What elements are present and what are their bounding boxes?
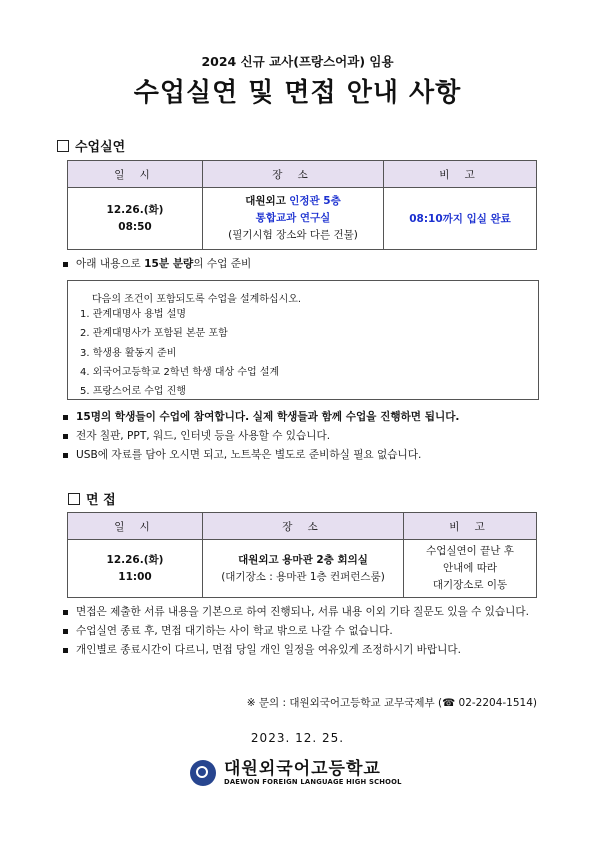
list-item	[62, 255, 552, 274]
interview-note-cell	[404, 540, 537, 598]
section-heading-demo	[57, 136, 125, 155]
list-item: USB에 자료를 담아 오시면 되고, 노트북은 별도로 준비하실 필요 없습니다.	[62, 446, 552, 465]
col-header-place: 장 소	[203, 161, 384, 188]
col-header-place: 장 소	[203, 513, 404, 540]
document-date: 2023. 12. 25.	[250, 731, 345, 745]
prep-text: 아래 내용으로	[76, 258, 141, 270]
demo-place-building: 인정관 5층	[289, 195, 341, 207]
school-name-english: DAEWON FOREIGN LANGUAGE HIGH SCHOOL	[224, 778, 402, 786]
interview-place: 대원외고 용마관 2층 회의실	[238, 553, 368, 566]
list-item: 전자 칠판, PPT, 워드, 인터넷 등을 사용할 수 있습니다.	[62, 427, 552, 446]
interview-time: 11:00	[118, 570, 152, 583]
interview-datetime-cell	[68, 540, 203, 598]
prep-duration: 15분 분량	[144, 258, 194, 270]
prep-text-end: 의 수업 준비	[193, 258, 252, 270]
interview-note-line: 수업실연이 끝난 후	[426, 545, 514, 557]
list-item: 면접은 제출한 서류 내용을 기본으로 하여 진행되나, 서류 내용 이외 기타 질문도 있을 수 있습니다.	[62, 603, 552, 622]
demo-schedule-table	[67, 160, 537, 250]
demo-datetime-cell	[68, 188, 203, 250]
section-title: 면 접	[86, 493, 116, 508]
condition-item: 1. 관계대명사 용법 설명	[80, 309, 187, 320]
demo-time: 08:50	[118, 220, 152, 233]
col-header-datetime: 일 시	[68, 513, 203, 540]
demo-prep-line	[62, 255, 552, 274]
condition-item: 4. 외국어고등학교 2학년 학생 대상 수업 설계	[80, 366, 280, 378]
section-heading-interview	[68, 489, 116, 508]
col-header-datetime: 일 시	[68, 161, 203, 188]
interview-bullet-list	[62, 603, 552, 660]
school-seal-icon	[190, 760, 216, 786]
document-title: 수업실연 및 면접 안내 사항	[133, 78, 462, 108]
list-item: 15명의 학생들이 수업에 참여합니다. 실제 학생들과 함께 수업을 진행하면 됩니다.	[62, 408, 552, 427]
conditions-box	[67, 280, 539, 400]
demo-place-room: 통합교과 연구실	[255, 212, 331, 224]
conditions-lead: 다음의 조건이 포함되도록 수업을 설계하십시오.	[92, 294, 302, 305]
section-title: 수업실연	[75, 140, 126, 155]
contact-info: ※ 문의 : 대원외국어고등학교 교무국제부 (☎ 02-2204-1514)	[246, 697, 537, 709]
col-header-note: 비 고	[384, 161, 537, 188]
conditions-list	[80, 305, 279, 401]
interview-schedule-table	[67, 512, 537, 598]
demo-place-cell	[203, 188, 384, 250]
condition-item: 5. 프랑스어로 수업 진행	[80, 386, 187, 398]
interview-place-cell	[203, 540, 404, 598]
school-logo	[190, 760, 402, 786]
checkbox-square-icon	[57, 140, 69, 152]
document-subtitle: 2024 신규 교사(프랑스어과) 임용	[201, 54, 394, 69]
demo-note-cell: 08:10까지 입실 완료	[384, 188, 537, 250]
interview-date: 12.26.(화)	[106, 553, 164, 566]
demo-bullet-list	[62, 408, 552, 465]
interview-note-line: 안내에 따라	[442, 562, 498, 574]
col-header-note: 비 고	[404, 513, 537, 540]
demo-place-school: 대원외고	[245, 195, 286, 207]
list-item: 수업실연 종료 후, 면접 대기하는 사이 학교 밖으로 나갈 수 없습니다.	[62, 622, 552, 641]
interview-note-line: 대기장소로 이동	[432, 579, 508, 591]
demo-date: 12.26.(화)	[106, 203, 164, 216]
school-name-korean: 대원외국어고등학교	[224, 759, 381, 779]
checkbox-square-icon	[68, 493, 80, 505]
condition-item: 3. 학생용 활동지 준비	[80, 347, 177, 359]
condition-item: 2. 관계대명사가 포함된 본문 포함	[80, 328, 228, 340]
interview-waiting-place: (대기장소 : 용마관 1층 컨퍼런스룸)	[221, 570, 385, 583]
list-item: 개인별로 종료시간이 다르니, 면접 당일 개인 일정을 여유있게 조정하시기 바랍니다.	[62, 641, 552, 660]
demo-place-remark: (필기시험 장소와 다른 건물)	[228, 229, 358, 241]
